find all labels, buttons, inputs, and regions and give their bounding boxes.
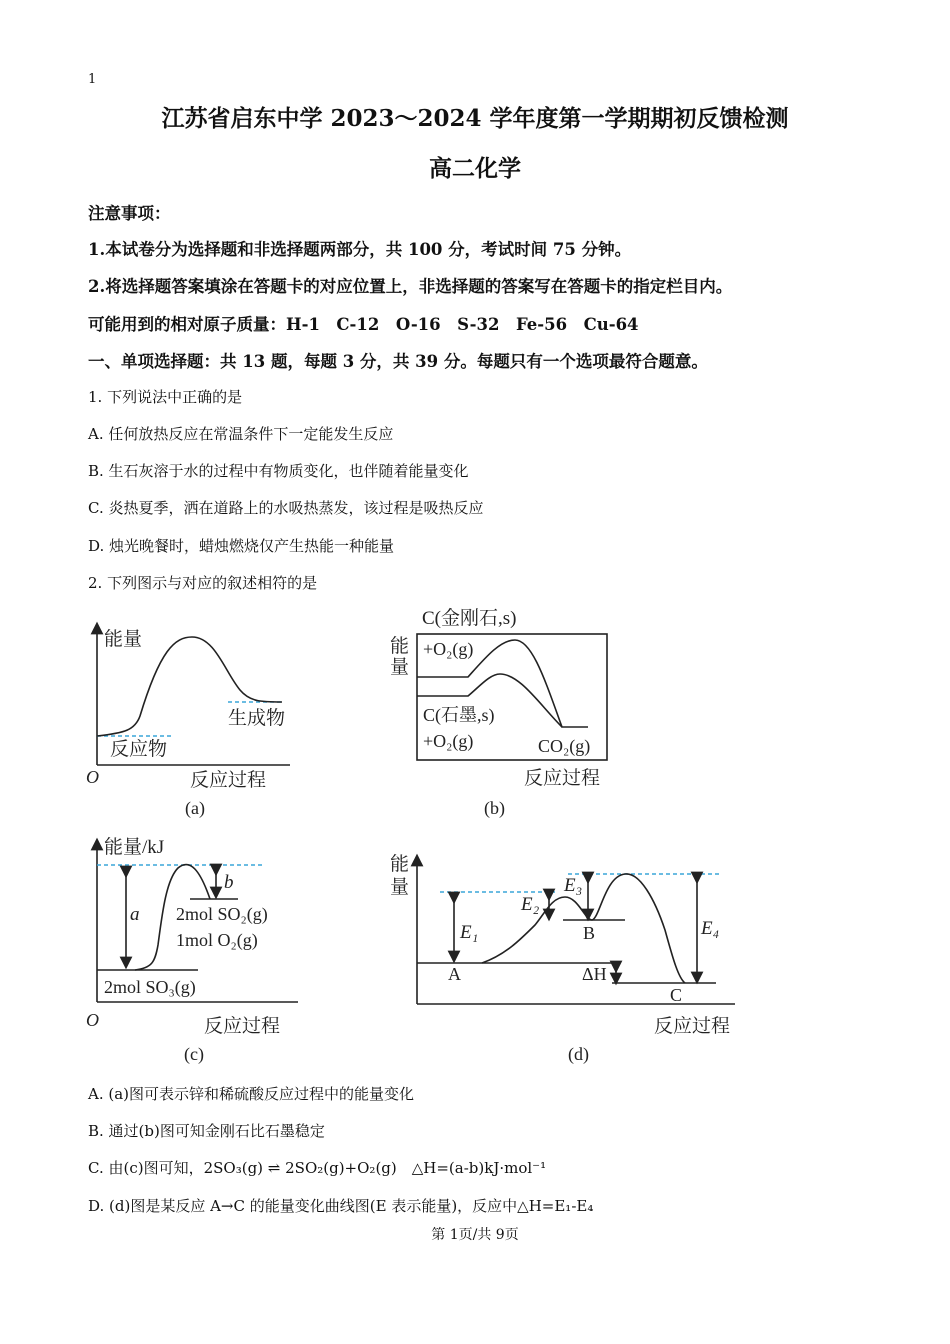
fig-b-o2-bottom: +O₂(g) bbox=[423, 731, 474, 751]
fig-a-xlabel: 反应过程 bbox=[190, 770, 267, 791]
figure-c bbox=[86, 836, 298, 1065]
notice-heading: 注意事项： bbox=[88, 204, 171, 223]
fig-c-so2-label: 2mol SO₂(g) bbox=[176, 904, 268, 924]
fig-d-b-label: B bbox=[583, 923, 596, 943]
fig-c-origin: O bbox=[86, 1010, 99, 1030]
fig-a-origin: O bbox=[86, 767, 99, 787]
fig-b-ylabel-1: 能 bbox=[390, 636, 410, 657]
atomic-mass-line: 可能用到的相对原子质量：H-1 C-12 O-16 S-32 Fe-56 Cu-64 bbox=[88, 315, 639, 334]
page-footer: 第 1页/共 9页 bbox=[431, 1227, 519, 1243]
fig-d-e1-label: E₁ bbox=[460, 922, 479, 943]
notice-line-1: 1.本试卷分为选择题和非选择题两部分，共 100 分，考试时间 75 分钟。 bbox=[88, 240, 632, 259]
fig-c-label-a: a bbox=[130, 904, 140, 925]
fig-d-dh-label: ΔH bbox=[582, 964, 607, 984]
fig-d-e2-label: E₂ bbox=[521, 894, 540, 915]
fig-d-c-label: C bbox=[670, 985, 683, 1005]
fig-b-caption: (b) bbox=[484, 798, 505, 818]
section-heading: 一、单项选择题：共 13 题，每题 3 分，共 39 分。每题只有一个选项最符合题意。 bbox=[88, 352, 708, 371]
q2-option-b: B. 通过(b)图可知金刚石比石墨稳定 bbox=[88, 1122, 325, 1140]
fig-c-so3-label: 2mol SO₃(g) bbox=[104, 977, 196, 997]
q1-stem: 1. 下列说法中正确的是 bbox=[88, 388, 243, 406]
q2-option-c: C. 由(c)图可知，2SO₃(g) ⇌ 2SO₂(g)+O₂(g) △H=(a-b)kJ·mol⁻¹ bbox=[88, 1159, 547, 1177]
fig-d-xlabel: 反应过程 bbox=[654, 1016, 731, 1037]
q1-option-a: A. 任何放热反应在常温条件下一定能发生反应 bbox=[88, 425, 394, 443]
fig-a-reactant-label: 反应物 bbox=[110, 739, 168, 760]
fig-b-co2-label: CO₂(g) bbox=[538, 736, 591, 756]
q2-option-a: A. (a)图可表示锌和稀硫酸反应过程中的能量变化 bbox=[88, 1085, 415, 1103]
fig-d-a-label: A bbox=[448, 964, 461, 984]
exam-title: 江苏省启东中学 2023～2024 学年度第一学期期初反馈检测 bbox=[161, 105, 789, 132]
fig-b-o2-top: +O₂(g) bbox=[423, 639, 474, 659]
fig-b-graphite-label: C(石墨,s) bbox=[423, 705, 495, 725]
fig-c-caption: (c) bbox=[184, 1044, 204, 1064]
fig-a-product-label: 生成物 bbox=[228, 708, 286, 729]
fig-c-label-b: b bbox=[224, 872, 234, 893]
fig-c-o2-label: 1mol O₂(g) bbox=[176, 930, 258, 950]
fig-d-e4-label: E₄ bbox=[701, 918, 720, 939]
q1-option-c: C. 炎热夏季，洒在道路上的水吸热蒸发，该过程是吸热反应 bbox=[88, 499, 484, 517]
fig-a-caption: (a) bbox=[185, 798, 205, 818]
fig-d-ylabel-1: 能 bbox=[390, 854, 410, 875]
fig-d-e3-label: E₃ bbox=[564, 875, 583, 896]
fig-b-xlabel: 反应过程 bbox=[524, 768, 601, 789]
q2-stem: 2. 下列图示与对应的叙述相符的是 bbox=[88, 574, 318, 592]
figure-d bbox=[390, 853, 735, 1065]
fig-b-top-label: C(金刚石,s) bbox=[422, 608, 517, 629]
figure-a bbox=[86, 628, 290, 819]
fig-d-ylabel-2: 量 bbox=[390, 877, 410, 898]
fig-d-caption: (d) bbox=[568, 1044, 589, 1064]
exam-subtitle: 高二化学 bbox=[429, 155, 521, 182]
q2-figures bbox=[0, 600, 950, 1070]
fig-b-ylabel-2: 量 bbox=[390, 657, 410, 678]
notice-line-2: 2.将选择题答案填涂在答题卡的对应位置上，非选择题的答案写在答题卡的指定栏目内。 bbox=[88, 277, 733, 296]
q1-option-d: D. 烛光晚餐时，蜡烛燃烧仅产生热能一种能量 bbox=[88, 537, 395, 555]
q2-option-d: D. (d)图是某反应 A→C 的能量变化曲线图(E 表示能量)，反应中△H=E₁-E₄ bbox=[88, 1197, 594, 1215]
page-mark: 1 bbox=[88, 72, 97, 87]
q1-option-b: B. 生石灰溶于水的过程中有物质变化，也伴随着能量变化 bbox=[88, 462, 469, 480]
fig-c-xlabel: 反应过程 bbox=[204, 1016, 281, 1037]
fig-a-ylabel: 能量 bbox=[104, 629, 143, 650]
figure-b bbox=[390, 607, 607, 819]
fig-c-ylabel: 能量/kJ bbox=[104, 837, 165, 858]
